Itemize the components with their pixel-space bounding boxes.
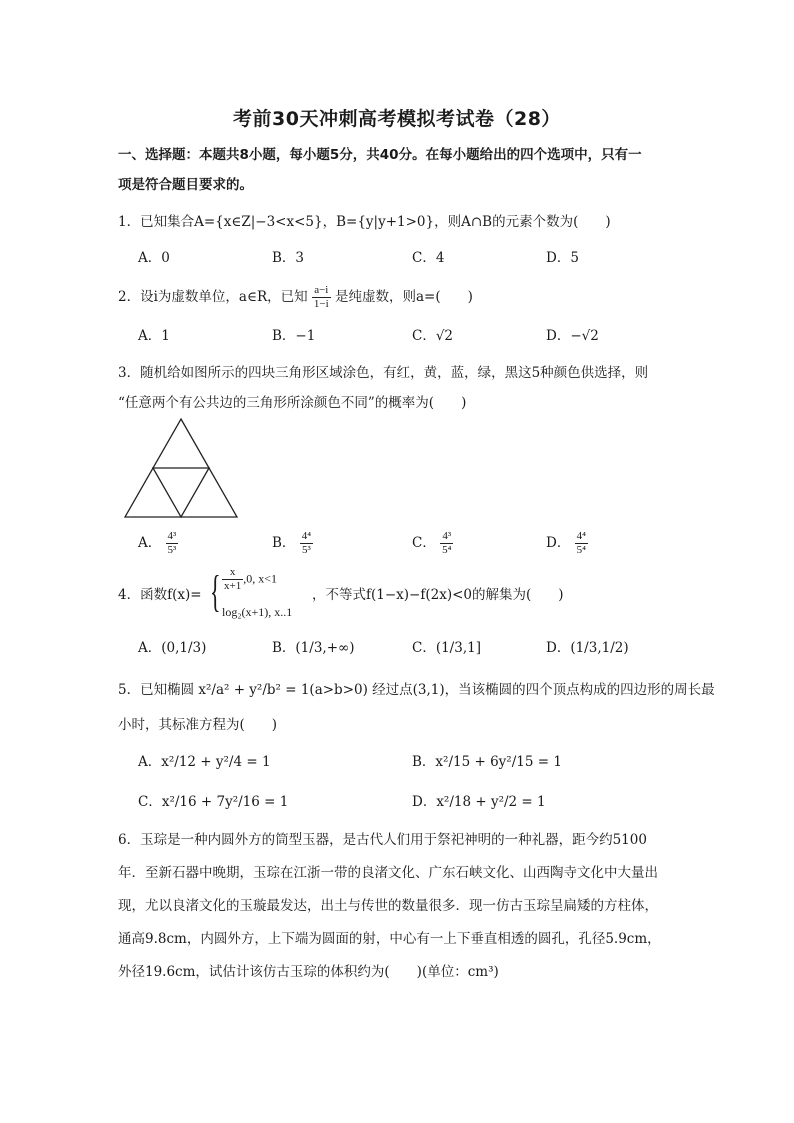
q3-option-b-den: 5³: [300, 543, 313, 557]
q3-stem-line2: “任意两个有公共边的三角形所涂颜色不同”的概率为( ): [118, 395, 467, 411]
q2-fraction-numerator: a−i: [314, 284, 329, 296]
q3-option-b-label: B．: [272, 535, 296, 551]
q1-option-c: C．4: [412, 250, 445, 266]
q3-option-c-num: 4³: [442, 530, 452, 542]
q4-option-b: B．(1/3,+∞): [272, 640, 355, 656]
q3-option-d-den: 5⁴: [576, 544, 586, 556]
q4-option-c: C．(1/3,1]: [412, 640, 481, 656]
q2-stem-prefix: 2．设i为虚数单位，a∈R，已知: [118, 289, 308, 305]
q4-case1-fraction: [222, 566, 243, 593]
q2-option-a: A．1: [138, 328, 170, 344]
q2-option-d: D．−√2: [546, 328, 599, 344]
q6-stem-line4: 通高9.8cm，内圆外方，上下端为圆面的射，中心有一上下垂直相透的圆孔，孔径5.9cm，: [118, 931, 661, 947]
q4-stem-prefix: 4．函数f(x)=: [118, 587, 202, 603]
q4-case1-condition: ,0, x<1: [243, 571, 277, 586]
q3-option-c-label: C．: [412, 535, 436, 551]
inner-triangle: [153, 468, 209, 517]
q4-option-d: D．(1/3,1/2): [546, 640, 629, 656]
q5-option-a: A．x²/12 + y²/4 = 1: [138, 754, 271, 770]
q4-case1-num: x: [229, 566, 236, 578]
q3-option-d: [546, 530, 588, 557]
q3-option-d-num: 4⁴: [576, 530, 586, 542]
q4-case1-den: x+1: [224, 580, 242, 592]
q1-option-d: D．5: [546, 250, 579, 266]
q3-option-a: [138, 530, 178, 557]
q3-option-b-fraction: [300, 530, 313, 557]
q5-option-c: C．x²/16 + 7y²/16 = 1: [138, 794, 289, 810]
q3-option-c-fraction: [440, 530, 453, 557]
q3-stem-line1: 3．随机给如图所示的四块三角形区域涂色，有红，黄，蓝，绿，黑这5种颜色供选择，则: [118, 365, 649, 381]
q3-option-a-num: 4³: [167, 530, 177, 542]
q4-brace: {: [210, 567, 221, 616]
q5-option-d: D．x²/18 + y²/2 = 1: [412, 794, 546, 810]
q4-case1: [222, 566, 277, 593]
q4-option-a: A．(0,1/3): [138, 640, 207, 656]
q3-option-a-label: A．: [138, 535, 162, 551]
section-header-line2: 项是符合题目要求的。: [118, 177, 253, 193]
q3-option-d-label: D．: [546, 535, 571, 551]
triangle-figure: [122, 416, 240, 520]
q3-option-b-num: 4⁴: [301, 530, 312, 542]
q6-stem-line5: 外径19.6cm，试估计该仿古玉琮的体积约为( )(单位：cm³): [118, 964, 499, 980]
q6-stem-line3: 现，尤以良渚文化的玉璇最发达，出土与传世的数量很多．现一仿古玉琮呈扁矮的方柱体，: [118, 898, 658, 914]
q5-stem-line1: 5．已知椭圆 x²/a² + y²/b² = 1(a>b>0) 经过点(3,1)，当该椭圆的四个顶点构成的四边形的周长最: [118, 682, 715, 698]
q2-option-b: B．−1: [272, 328, 316, 344]
q3-option-a-den: 5³: [167, 544, 177, 556]
q6-stem-line2: 年．至新石器中晚期，玉琮在江浙一带的良渚文化、广东石峡文化、山西陶寺文化中大量出: [118, 865, 658, 881]
q2-fraction-denominator: 1−i: [313, 298, 329, 310]
q3-option-b: [272, 530, 313, 557]
q2-option-c: C．√2: [412, 328, 454, 344]
q1-option-b: B．3: [272, 250, 305, 266]
q2-stem-suffix: 是纯虚数，则a=( ): [334, 289, 473, 305]
q1-option-a: A．0: [138, 250, 170, 266]
q4-case2: log₂(x+1), x..1: [222, 605, 293, 619]
q5-option-b: B．x²/15 + 6y²/15 = 1: [412, 754, 562, 770]
q2-stem: [118, 284, 473, 311]
section-header-line1: 一、选择题：本题共8小题，每小题5分，共40分。在每小题给出的四个选项中，只有一: [118, 147, 642, 163]
q5-stem-line2: 小时，其标准方程为( ): [118, 717, 278, 733]
q3-option-d-fraction: [575, 530, 588, 557]
q3-option-a-fraction: [166, 530, 179, 557]
q2-fraction: [312, 284, 331, 311]
q4-stem-suffix: ，不等式f(1−x)−f(2x)<0的解集为( ): [312, 587, 564, 603]
q3-option-c: [412, 530, 453, 557]
q1-stem: 1．已知集合A={x∈Z|−3<x<5}，B={y|y+1>0}，则A∩B的元素个数为( ): [118, 214, 611, 230]
q6-stem-line1: 6．玉琮是一种内圆外方的筒型玉器，是古代人们用于祭祀神明的一种礼器，距今约5100: [118, 832, 647, 848]
page-title: 考前30天冲刺高考模拟考试卷（28）: [233, 108, 561, 130]
q3-option-c-den: 5⁴: [442, 544, 452, 556]
